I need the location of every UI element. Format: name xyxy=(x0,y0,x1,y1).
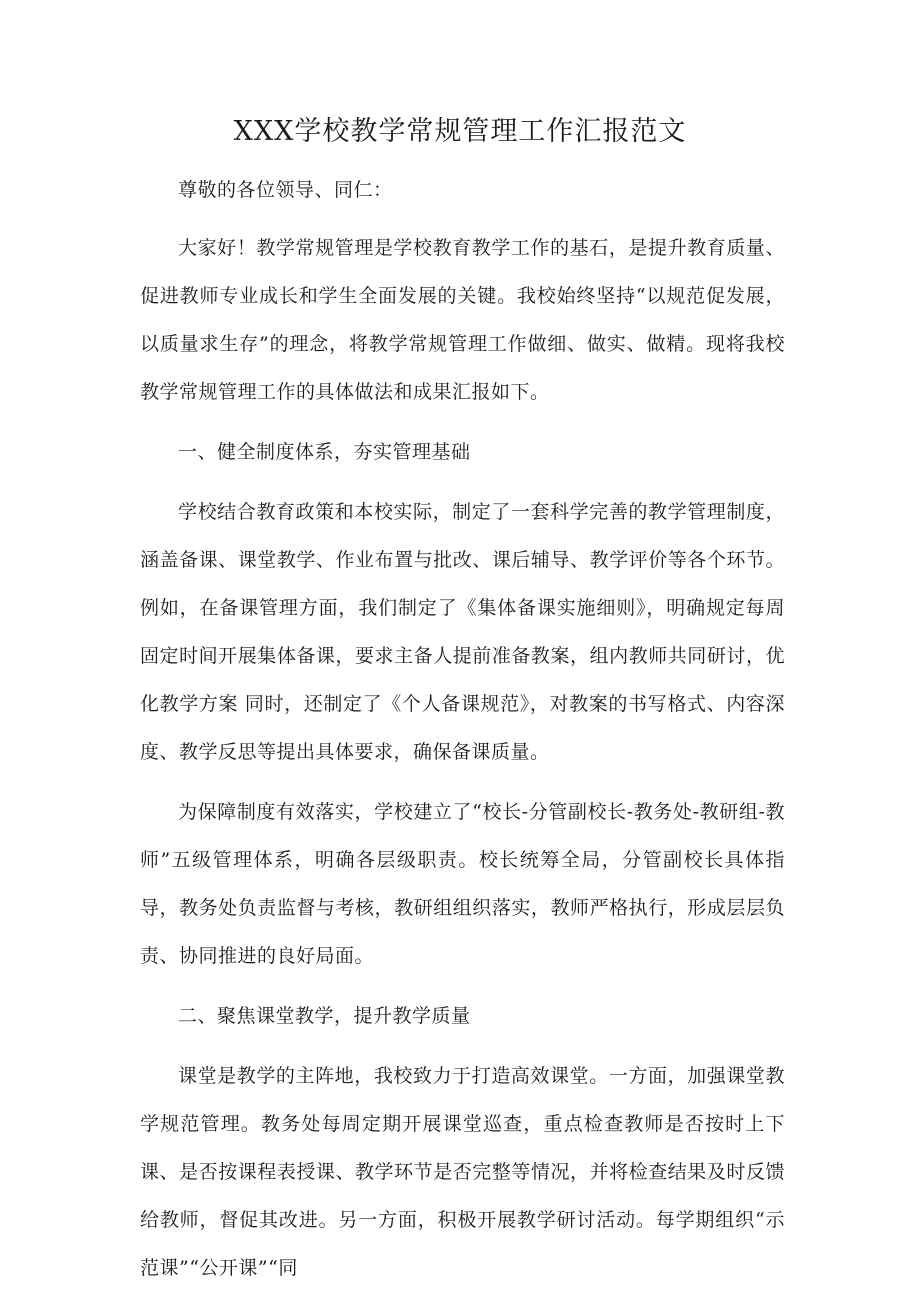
document-body xyxy=(140,166,785,1304)
greeting-line: 尊敬的各位领导、同仁： xyxy=(178,179,393,201)
section-heading-2: 二、聚焦课堂教学，提升教学质量 xyxy=(178,1005,471,1027)
paragraph-system-2: 为保障制度有效落实，学校建立了“校长-分管副校长-教务处-教研组-教师”五级管理体系，明确各层级职责。校长统筹全局，分管副校长具体指导，教务处负责监督与考核，教研组组织落实，教师严格执行，形成层层负责、协同推进的良好局面。 xyxy=(140,801,785,967)
paragraph-intro: 大家好！教学常规管理是学校教育教学工作的基石，是提升教育质量、促进教师专业成长和学生全面发展的关键。我校始终坚持“以规范促发展，以质量求生存”的理念，将教学常规管理工作做细、做实、做精。现将我校教学常规管理工作的具体做法和成果汇报如下。 xyxy=(140,237,785,403)
document-title: XXX学校教学常规管理工作汇报范文 xyxy=(233,116,687,147)
section-heading-1: 一、健全制度体系，夯实管理基础 xyxy=(178,441,471,463)
paragraph-classroom: 课堂是教学的主阵地，我校致力于打造高效课堂。一方面，加强课堂教学规范管理。教务处每周定期开展课堂巡查，重点检查教师是否按时上下课、是否按课程表授课、教学环节是否完整等情况，并将检查结果及时反馈给教师，督促其改进。另一方面，积极开展教学研讨活动。每学期组织“示范课”“公开课”“同 xyxy=(140,1065,785,1279)
paragraph-system-1: 学校结合教育政策和本校实际，制定了一套科学完善的教学管理制度，涵盖备课、课堂教学、作业布置与批改、课后辅导、教学评价等各个环节。例如，在备课管理方面，我们制定了《集体备课实施细则》，明确规定每周固定时间开展集体备课，要求主备人提前准备教案，组内教师共同研讨，优化教学方案 同时，还制定了《个人备课规范》，对教案的书写格式、内容深度、教学反思等提出具体要求，确保备课质量。 xyxy=(140,501,785,763)
